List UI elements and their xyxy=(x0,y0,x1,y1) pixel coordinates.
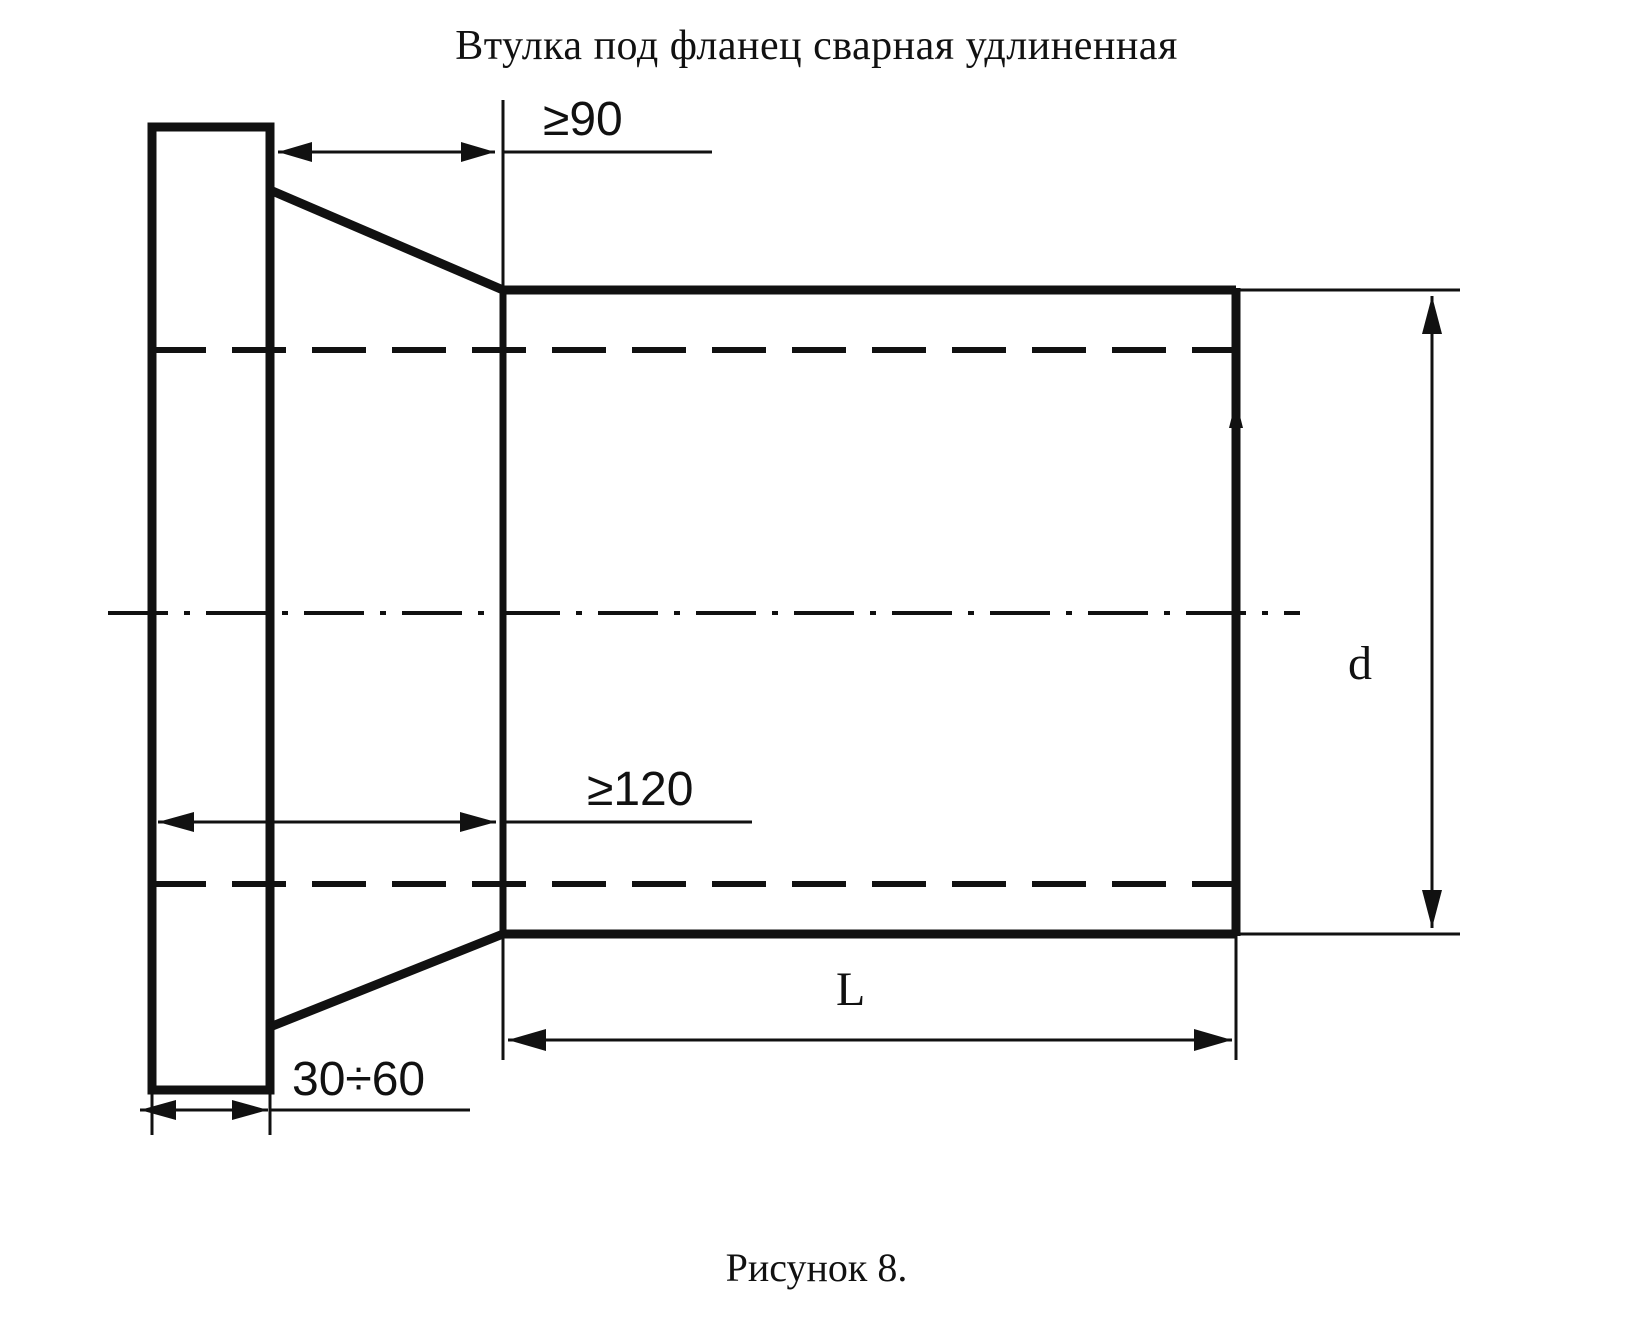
dimension-top-90 xyxy=(278,142,712,162)
label-length: L xyxy=(836,963,866,1016)
figure-title: Втулка под фланец сварная удлиненная xyxy=(455,23,1178,69)
label-top-dimension: ≥90 xyxy=(543,93,623,146)
extension-lines xyxy=(152,100,1460,1135)
dimension-diameter-d xyxy=(1422,296,1442,928)
figure-caption: Рисунок 8. xyxy=(725,1245,908,1290)
label-flange-thickness: 30÷60 xyxy=(292,1053,426,1106)
label-mid-dimension: ≥120 xyxy=(587,763,694,816)
lower-taper-line xyxy=(270,934,503,1027)
bore-dashed-lines xyxy=(152,350,1236,884)
label-diameter: d xyxy=(1348,637,1372,690)
dimension-length-L xyxy=(508,1029,1232,1051)
upper-taper-line xyxy=(270,190,503,290)
flange-plate xyxy=(152,127,270,1090)
inner-arrow-mark xyxy=(1229,400,1243,620)
